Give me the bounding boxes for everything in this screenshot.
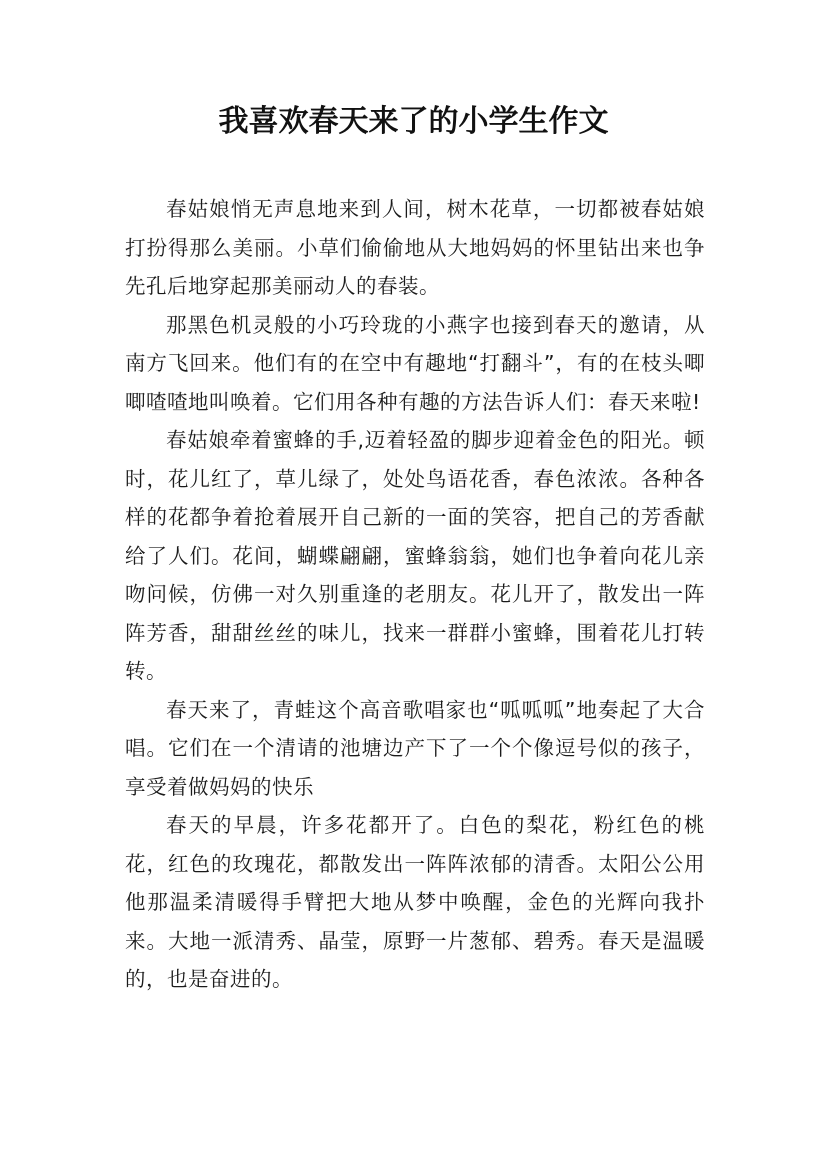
paragraph-1: 春姑娘悄无声息地来到人间，树木花草，一切都被春姑娘打扮得那么美丽。小草们偷偷地从大地妈妈的怀里钻出来也争先孔后地穿起那美丽动人的春装。 [125, 197, 705, 298]
document-body [125, 190, 705, 999]
paragraph-2: 那黑色机灵般的小巧玲珑的小燕字也接到春天的邀请，从南方飞回来。他们有的在空中有趣地“打翻斗”，有的在枝头唧唧喳喳地叫唤着。它们用各种有趣的方法告诉人们：春天来啦! [125, 312, 705, 414]
document-title: 我喜欢春天来了的小学生作文 [218, 104, 609, 139]
paragraph-3: 春姑娘牵着蜜蜂的手,迈着轻盈的脚步迎着金色的阳光。顿时，花儿红了，草儿绿了，处处鸟语花香，春色浓浓。各种各样的花都争着抢着展开自己新的一面的笑容，把自己的芳香献给了人们。花间，蝴蝶翩翩，蜜蜂翁翁，她们也争着向花儿亲吻问候，仿佛一对久别重逢的老朋友。花儿开了，散发出一阵阵芳香，甜甜丝丝的味儿，找来一群群小蜜蜂，围着花儿打转转。 [125, 428, 705, 683]
paragraph-5: 春天的早晨，许多花都开了。白色的梨花，粉红色的桃花，红色的玫瑰花，都散发出一阵阵浓郁的清香。太阳公公用他那温柔清暖得手臂把大地从梦中唤醒，金色的光辉向我扑来。大地一派清秀、晶莹，原野一片葱郁、碧秀。春天是温暖的，也是奋进的。 [125, 813, 705, 991]
paragraph-4: 春天来了，青蛙这个高音歌唱家也“呱呱呱”地奏起了大合唱。它们在一个清请的池塘边产下了一个个像逗号似的孩子，享受着做妈妈的快乐 [125, 697, 705, 799]
